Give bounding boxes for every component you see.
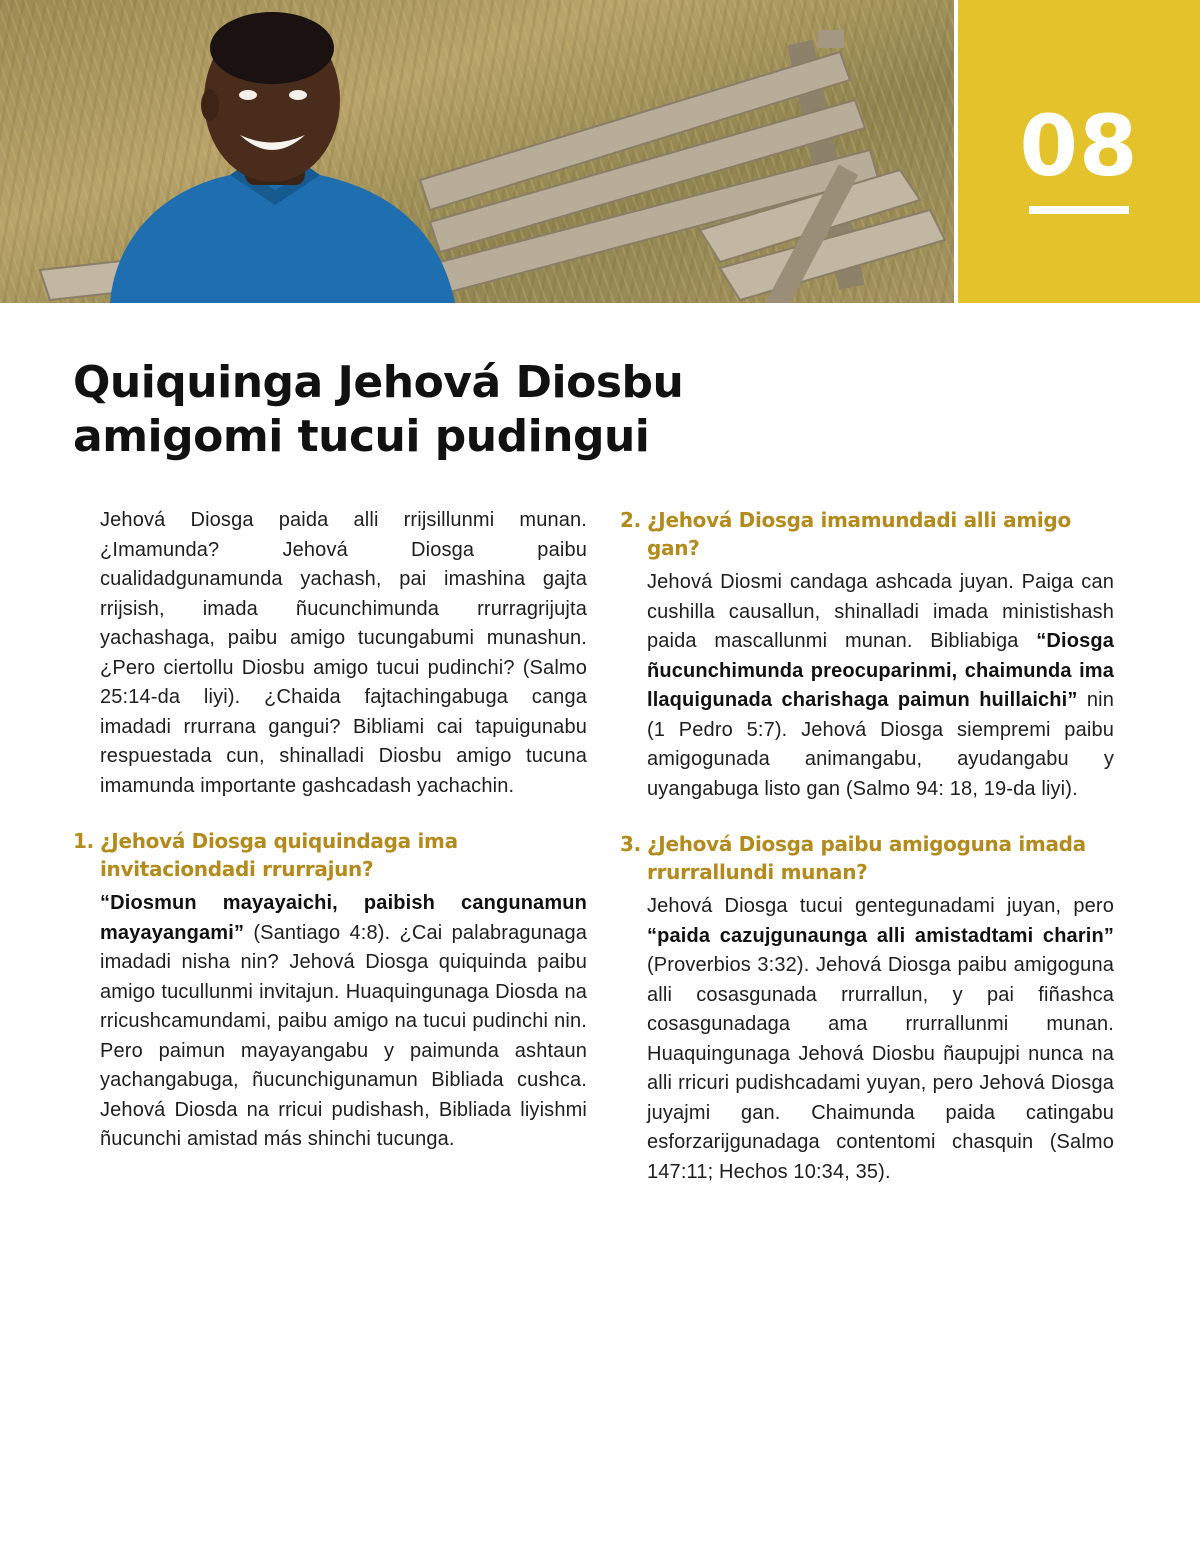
question-3-heading (620, 830, 1114, 886)
answer-lead-text: Jehová Diosmi candaga ashcada juyan. Paiga can cushilla causallun, shinalladi imada ministishash paida mascallunmi munan. Bibliabiga (647, 571, 1114, 652)
answer-3-paragraph (620, 892, 1114, 1187)
scripture-quote: “paida cazujgunaunga alli amistadtami charin” (647, 924, 1114, 947)
scripture-quote: “Diosmun mayayaichi, paibish cangunamun mayayangami” (100, 892, 587, 944)
question-number: 3. (620, 832, 641, 856)
header-photo (0, 0, 954, 303)
man-on-bench-illustration (0, 0, 954, 303)
answer-text: (Proverbios 3:32). Jehová Diosga paibu amigoguna alli cosasgunada rrurrallun, y pai fiñashca cosasgunadaga ama rrurrallunmi munan. Huaquingunaga Jehová Diosbu ñaupujpi nunca na alli rricuri pudishcadami yuyan, pero Jehová Diosga juyajmi gan. Chaimunda paida catingabu esforzarijgunadaga contentomi chasquin (Salmo 147:11; Hechos 10:34, 35). (647, 954, 1114, 1183)
question-text: ¿Jehová Diosga imamundadi alli amigo gan? (647, 508, 1071, 560)
chapter-number: 08 (1019, 97, 1139, 195)
answer-1-paragraph (73, 889, 587, 1155)
answer-text: (Santiago 4:8). ¿Cai palabragunaga imadadi nisha nin? Jehová Diosga quiquinda paibu amigo tucullunmi invitajun. Huaquingunaga Diosda na rricushcamundami, paibu amigo na tucui pudinchi nin. Pero paimun mayayangabu y paimunda ashtaun yachangabuga, ñucunchigunamun Bibliada cushca. Jehová Diosda na rricui pudishash, Bibliada liyishmi ñucunchi amistad más shinchi tucunga. (100, 921, 587, 1150)
right-column (620, 506, 1114, 1187)
question-2-heading (620, 506, 1114, 562)
question-text: ¿Jehová Diosga quiquindaga ima invitaciondadi rrurrajun? (100, 829, 458, 881)
answer-2-paragraph (620, 568, 1114, 804)
scripture-quote: “Diosga ñucunchimunda preocuparinmi, chaimunda ima llaquigunada charishaga paimun huillaichi” (647, 630, 1114, 711)
chapter-underline (1029, 206, 1129, 214)
question-text: ¿Jehová Diosga paibu amigoguna imada rrurrallundi munan? (647, 832, 1086, 884)
question-number: 2. (620, 508, 641, 532)
page-title: Quiquinga Jehová Diosbu amigomi tucui pudingui (73, 357, 684, 462)
intro-paragraph: Jehová Diosga paida alli rrijsillunmi munan. ¿Imamunda? Jehová Diosga paibu cualidadgunamunda yachash, pai imashina gajta rrijsish, imada ñucunchimunda rrurragrijujta yachashaga, paibu amigo tucungabumi munashun. ¿Pero ciertollu Diosbu amigo tucui pudinchi? (Salmo 25:14-da liyi). ¿Chaida fajtachingabuga canga imadadi rrurrana gangui? Bibliami cai tapuigunabu respuestada cun, shinalladi Diosbu amigo tucuna imamunda importante gashcadash yachachin. (100, 509, 587, 797)
left-column (73, 506, 587, 1155)
answer-text: nin (1 Pedro 5:7). Jehová Diosga siempremi paibu amigogunada animangabu, ayudangabu y uyangabuga listo gan (Salmo 94: 18, 19-da liyi). (647, 689, 1114, 800)
chapter-badge (958, 0, 1200, 303)
question-1-heading (73, 827, 587, 883)
question-number: 1. (73, 829, 94, 853)
answer-lead-text: Jehová Diosga tucui gentegunadami juyan, pero (647, 895, 1114, 917)
